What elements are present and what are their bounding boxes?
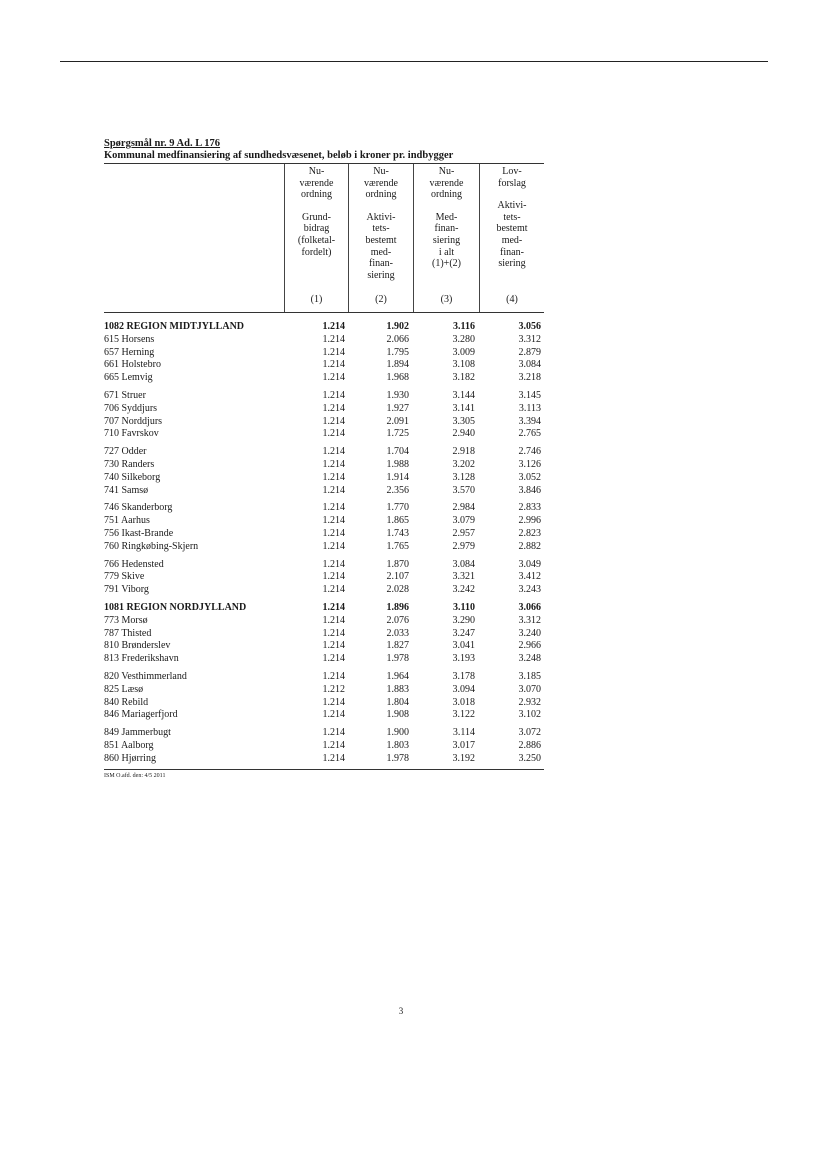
value-i-alt: 3.182 <box>452 372 475 384</box>
value-i-alt: 2.957 <box>452 527 475 539</box>
column-number: (1) <box>310 294 323 306</box>
municipality-row <box>104 571 544 584</box>
value-grundbidrag: 1.214 <box>322 584 345 596</box>
municipality-name: 760 Ringkøbing-Skjern <box>104 540 199 552</box>
municipality-name: 707 Norddjurs <box>104 415 163 427</box>
column-header-line <box>349 201 413 212</box>
municipality-row <box>104 390 544 403</box>
municipality-row <box>104 372 544 385</box>
row-group <box>104 390 544 441</box>
row-group <box>104 602 544 666</box>
value-grundbidrag: 1.214 <box>322 601 345 613</box>
value-lovforslag: 3.126 <box>518 458 541 470</box>
table-header <box>104 164 544 312</box>
value-lovforslag: 3.070 <box>518 683 541 695</box>
value-aktivitetsbestemt: 1.988 <box>386 458 409 470</box>
value-aktivitetsbestemt: 2.091 <box>386 415 409 427</box>
value-aktivitetsbestemt: 1.765 <box>386 540 409 552</box>
value-i-alt: 3.041 <box>452 640 475 652</box>
row-group <box>104 671 544 722</box>
value-aktivitetsbestemt: 1.865 <box>386 515 409 527</box>
column-header-3 <box>413 164 479 312</box>
value-i-alt: 3.144 <box>452 389 475 401</box>
value-aktivitetsbestemt: 1.930 <box>386 389 409 401</box>
column-header-line: fordelt) <box>301 246 332 258</box>
column-header-line: (1)+(2) <box>432 258 461 270</box>
value-lovforslag: 2.765 <box>518 428 541 440</box>
value-i-alt: 3.305 <box>452 415 475 427</box>
municipality-name: 756 Ikast-Brande <box>104 527 174 539</box>
value-i-alt: 3.017 <box>452 739 475 751</box>
value-aktivitetsbestemt: 1.908 <box>386 709 409 721</box>
municipality-name: 773 Morsø <box>104 614 148 626</box>
value-lovforslag: 3.412 <box>518 571 541 583</box>
value-aktivitetsbestemt: 1.795 <box>386 346 409 358</box>
value-lovforslag: 3.312 <box>518 333 541 345</box>
municipality-row <box>104 515 544 528</box>
value-aktivitetsbestemt: 1.978 <box>386 752 409 764</box>
municipality-row <box>104 428 544 441</box>
value-i-alt: 3.570 <box>452 484 475 496</box>
column-header-line: finan- <box>500 246 524 258</box>
value-grundbidrag: 1.214 <box>322 446 345 458</box>
value-grundbidrag: 1.214 <box>322 372 345 384</box>
column-header-line: Aktivi- <box>366 211 396 223</box>
value-grundbidrag: 1.214 <box>322 484 345 496</box>
column-header-line: bestemt <box>365 234 397 246</box>
municipality-row <box>104 753 544 766</box>
municipality-row <box>104 727 544 740</box>
value-i-alt: 3.128 <box>452 471 475 483</box>
value-aktivitetsbestemt: 1.827 <box>386 640 409 652</box>
value-grundbidrag: 1.214 <box>322 389 345 401</box>
value-grundbidrag: 1.214 <box>322 752 345 764</box>
value-i-alt: 3.321 <box>452 571 475 583</box>
municipality-name: 820 Vesthimmerland <box>104 670 187 682</box>
value-i-alt: 2.984 <box>452 502 475 514</box>
value-aktivitetsbestemt: 2.033 <box>386 627 409 639</box>
value-lovforslag: 2.823 <box>518 527 541 539</box>
municipality-name: 1081 REGION NORDJYLLAND <box>104 601 247 613</box>
municipality-row <box>104 541 544 554</box>
municipality-name: 787 Thisted <box>104 627 152 639</box>
column-header-line: siering <box>432 234 461 246</box>
column-header-line <box>414 201 479 212</box>
municipality-name: 741 Samsø <box>104 484 149 496</box>
column-header-line: i alt <box>438 246 455 258</box>
column-header-line: siering <box>498 258 526 270</box>
municipality-name: 849 Jammerbugt <box>104 727 171 739</box>
value-grundbidrag: 1.214 <box>322 640 345 652</box>
value-lovforslag: 3.394 <box>518 415 541 427</box>
value-grundbidrag: 1.214 <box>322 696 345 708</box>
value-lovforslag: 3.084 <box>518 359 541 371</box>
municipality-name: 665 Lemvig <box>104 372 153 384</box>
value-aktivitetsbestemt: 1.870 <box>386 558 409 570</box>
value-lovforslag: 3.066 <box>518 601 541 613</box>
value-lovforslag: 3.243 <box>518 584 541 596</box>
value-aktivitetsbestemt: 2.356 <box>386 484 409 496</box>
municipality-name: 615 Horsens <box>104 333 155 345</box>
municipality-row <box>104 640 544 653</box>
value-grundbidrag: 1.214 <box>322 727 345 739</box>
municipality-name: 751 Aarhus <box>104 515 150 527</box>
value-grundbidrag: 1.214 <box>322 458 345 470</box>
value-grundbidrag: 1.214 <box>322 333 345 345</box>
column-header-line: Nu- <box>373 166 389 177</box>
column-header-line: værende <box>429 177 464 189</box>
column-header-line <box>285 201 348 212</box>
value-aktivitetsbestemt: 1.704 <box>386 446 409 458</box>
value-lovforslag: 3.250 <box>518 752 541 764</box>
municipality-row <box>104 684 544 697</box>
column-header-line: siering <box>367 269 395 281</box>
value-i-alt: 3.192 <box>452 752 475 764</box>
column-number: (4) <box>506 294 518 306</box>
value-aktivitetsbestemt: 1.725 <box>386 428 409 440</box>
value-aktivitetsbestemt: 2.076 <box>386 614 409 626</box>
table-title: Kommunal medfinansiering af sundhedsvæsenet, beløb i kroner pr. indbygger <box>104 150 454 161</box>
value-lovforslag: 3.052 <box>518 471 541 483</box>
municipality-row <box>104 416 544 429</box>
table-bottom-rule <box>104 769 544 770</box>
column-header-line: med- <box>370 246 392 258</box>
municipality-name: 813 Frederikshavn <box>104 653 179 665</box>
column-header-line <box>480 189 544 200</box>
value-grundbidrag: 1.214 <box>322 614 345 626</box>
value-i-alt: 3.009 <box>452 346 475 358</box>
value-aktivitetsbestemt: 1.883 <box>386 683 409 695</box>
column-header-line: ordning <box>365 189 397 201</box>
municipality-row <box>104 628 544 641</box>
value-grundbidrag: 1.214 <box>322 346 345 358</box>
value-i-alt: 2.979 <box>452 540 475 552</box>
value-i-alt: 3.242 <box>452 584 475 596</box>
value-i-alt: 3.084 <box>452 558 475 570</box>
value-grundbidrag: 1.214 <box>322 402 345 414</box>
value-lovforslag: 3.049 <box>518 558 541 570</box>
value-i-alt: 3.202 <box>452 458 475 470</box>
value-lovforslag: 3.312 <box>518 614 541 626</box>
municipality-row <box>104 459 544 472</box>
value-i-alt: 3.108 <box>452 359 475 371</box>
value-lovforslag: 2.932 <box>518 696 541 708</box>
value-aktivitetsbestemt: 2.028 <box>386 584 409 596</box>
value-aktivitetsbestemt: 1.803 <box>386 739 409 751</box>
municipality-row <box>104 584 544 597</box>
value-i-alt: 3.094 <box>452 683 475 695</box>
municipality-name: 710 Favrskov <box>104 428 159 440</box>
column-header-line: værende <box>364 177 398 189</box>
value-i-alt: 3.141 <box>452 402 475 414</box>
municipality-row <box>104 671 544 684</box>
column-header-line: Nu- <box>308 166 325 177</box>
value-lovforslag: 3.113 <box>518 402 541 414</box>
value-grundbidrag: 1.214 <box>322 415 345 427</box>
column-header-1 <box>284 164 348 312</box>
value-grundbidrag: 1.214 <box>322 558 345 570</box>
value-i-alt: 3.079 <box>452 515 475 527</box>
value-aktivitetsbestemt: 1.902 <box>386 321 409 332</box>
question-title: Spørgsmål nr. 9 Ad. L 176 <box>104 138 221 149</box>
column-header-line: Lov- <box>502 166 522 177</box>
value-aktivitetsbestemt: 1.770 <box>386 502 409 514</box>
value-grundbidrag: 1.214 <box>322 709 345 721</box>
municipality-name: 766 Hedensted <box>104 558 164 570</box>
value-grundbidrag: 1.214 <box>322 627 345 639</box>
value-grundbidrag: 1.214 <box>322 471 345 483</box>
value-lovforslag: 2.966 <box>518 640 541 652</box>
value-grundbidrag: 1.214 <box>322 540 345 552</box>
municipality-name: 657 Herning <box>104 346 155 358</box>
municipality-name: 671 Struer <box>104 389 146 401</box>
value-i-alt: 2.918 <box>452 446 475 458</box>
column-header-4 <box>479 164 544 312</box>
column-header-line: Grund- <box>302 211 331 223</box>
value-i-alt: 2.940 <box>452 428 475 440</box>
municipality-name: 706 Syddjurs <box>104 402 158 414</box>
municipality-name: 746 Skanderborg <box>104 502 173 514</box>
municipality-row <box>104 347 544 360</box>
row-group <box>104 502 544 553</box>
document-body <box>104 138 544 781</box>
municipality-name: 661 Holstebro <box>104 359 161 371</box>
municipality-name: 851 Aalborg <box>104 739 154 751</box>
column-header-line: bidrag <box>303 223 330 235</box>
value-grundbidrag: 1.214 <box>322 428 345 440</box>
value-lovforslag: 2.996 <box>518 515 541 527</box>
value-grundbidrag: 1.214 <box>322 515 345 527</box>
value-grundbidrag: 1.214 <box>322 359 345 371</box>
municipality-name: 840 Rebild <box>104 696 149 708</box>
municipality-row <box>104 653 544 666</box>
region-total-row <box>104 321 544 334</box>
value-grundbidrag: 1.214 <box>322 321 345 332</box>
value-i-alt: 3.178 <box>452 670 475 682</box>
municipality-row <box>104 485 544 498</box>
value-aktivitetsbestemt: 1.804 <box>386 696 409 708</box>
municipality-row <box>104 334 544 347</box>
column-header-line: Med- <box>435 211 458 223</box>
region-total-row <box>104 602 544 615</box>
value-lovforslag: 2.833 <box>518 502 541 514</box>
value-lovforslag: 3.185 <box>518 670 541 682</box>
value-aktivitetsbestemt: 1.964 <box>386 670 409 682</box>
value-i-alt: 3.116 <box>453 321 475 332</box>
value-grundbidrag: 1.214 <box>322 571 345 583</box>
value-i-alt: 3.018 <box>452 696 475 708</box>
value-lovforslag: 2.882 <box>518 540 541 552</box>
value-i-alt: 3.110 <box>453 601 475 613</box>
value-aktivitetsbestemt: 1.978 <box>386 653 409 665</box>
table-body <box>104 313 544 766</box>
municipality-row <box>104 697 544 710</box>
row-group <box>104 559 544 597</box>
value-lovforslag: 3.846 <box>518 484 541 496</box>
municipality-name: 1082 REGION MIDTJYLLAND <box>104 321 245 332</box>
municipality-row <box>104 446 544 459</box>
municipality-row <box>104 403 544 416</box>
value-grundbidrag: 1.212 <box>322 683 345 695</box>
value-lovforslag: 3.056 <box>518 321 541 332</box>
municipality-row <box>104 528 544 541</box>
column-header-line: finan- <box>369 258 393 270</box>
column-number: (2) <box>375 294 387 306</box>
value-lovforslag: 2.886 <box>518 739 541 751</box>
column-header-line: bestemt <box>496 223 528 235</box>
value-aktivitetsbestemt: 1.896 <box>386 601 409 613</box>
page-number: 3 <box>398 1006 404 1016</box>
value-aktivitetsbestemt: 1.927 <box>386 402 409 414</box>
column-header-line: tets- <box>503 211 521 223</box>
column-header-line: ordning <box>430 189 463 201</box>
value-i-alt: 3.247 <box>452 627 475 639</box>
value-aktivitetsbestemt: 2.066 <box>386 333 409 345</box>
page-top-rule <box>60 61 768 62</box>
value-i-alt: 3.280 <box>452 333 475 345</box>
municipality-name: 825 Læsø <box>104 683 144 695</box>
value-lovforslag: 3.218 <box>518 372 541 384</box>
column-header-line: Nu- <box>438 166 455 177</box>
value-i-alt: 3.193 <box>452 653 475 665</box>
column-header-line: (folketal- <box>297 234 336 246</box>
value-lovforslag: 3.248 <box>518 653 541 665</box>
municipality-row <box>104 709 544 722</box>
municipality-name: 727 Odder <box>104 446 147 458</box>
value-grundbidrag: 1.214 <box>322 527 345 539</box>
column-header-line: tets- <box>372 223 390 235</box>
value-grundbidrag: 1.214 <box>322 670 345 682</box>
municipality-name: 779 Skive <box>104 571 145 583</box>
municipality-row <box>104 359 544 372</box>
value-lovforslag: 3.145 <box>518 389 541 401</box>
row-group <box>104 727 544 765</box>
source-footnote: ISM O.afd. den: 4/5 2011 <box>104 772 166 779</box>
column-header-line: Aktivi- <box>497 200 527 212</box>
column-header-line: ordning <box>300 189 333 201</box>
municipality-row <box>104 615 544 628</box>
value-i-alt: 3.290 <box>452 614 475 626</box>
municipality-name: 810 Brønderslev <box>104 640 171 652</box>
column-header-line: forslag <box>498 177 526 189</box>
value-aktivitetsbestemt: 1.914 <box>386 471 409 483</box>
value-i-alt: 3.122 <box>452 709 475 721</box>
value-aktivitetsbestemt: 2.107 <box>386 571 409 583</box>
value-grundbidrag: 1.214 <box>322 739 345 751</box>
municipality-name: 860 Hjørring <box>104 752 156 764</box>
municipality-name: 791 Viborg <box>104 584 149 596</box>
value-lovforslag: 3.240 <box>518 627 541 639</box>
municipality-row <box>104 740 544 753</box>
value-aktivitetsbestemt: 1.743 <box>386 527 409 539</box>
value-grundbidrag: 1.214 <box>322 502 345 514</box>
column-header-line: værende <box>299 177 334 189</box>
value-aktivitetsbestemt: 1.968 <box>386 372 409 384</box>
value-lovforslag: 3.102 <box>518 709 541 721</box>
municipality-name: 846 Mariagerfjord <box>104 709 178 721</box>
value-aktivitetsbestemt: 1.894 <box>386 359 409 371</box>
value-grundbidrag: 1.214 <box>322 653 345 665</box>
municipality-name: 740 Silkeborg <box>104 471 161 483</box>
value-lovforslag: 2.879 <box>518 346 541 358</box>
value-aktivitetsbestemt: 1.900 <box>386 727 409 739</box>
column-number: (3) <box>440 294 453 306</box>
municipality-name: 730 Randers <box>104 458 155 470</box>
value-lovforslag: 2.746 <box>518 446 541 458</box>
municipality-row <box>104 559 544 572</box>
municipality-row <box>104 502 544 515</box>
municipality-row <box>104 472 544 485</box>
column-header-line: finan- <box>434 223 459 235</box>
column-header-2 <box>348 164 413 312</box>
column-header-line: med- <box>501 234 523 246</box>
value-i-alt: 3.114 <box>452 727 475 739</box>
row-group <box>104 321 544 385</box>
row-group <box>104 446 544 497</box>
value-lovforslag: 3.072 <box>518 727 541 739</box>
